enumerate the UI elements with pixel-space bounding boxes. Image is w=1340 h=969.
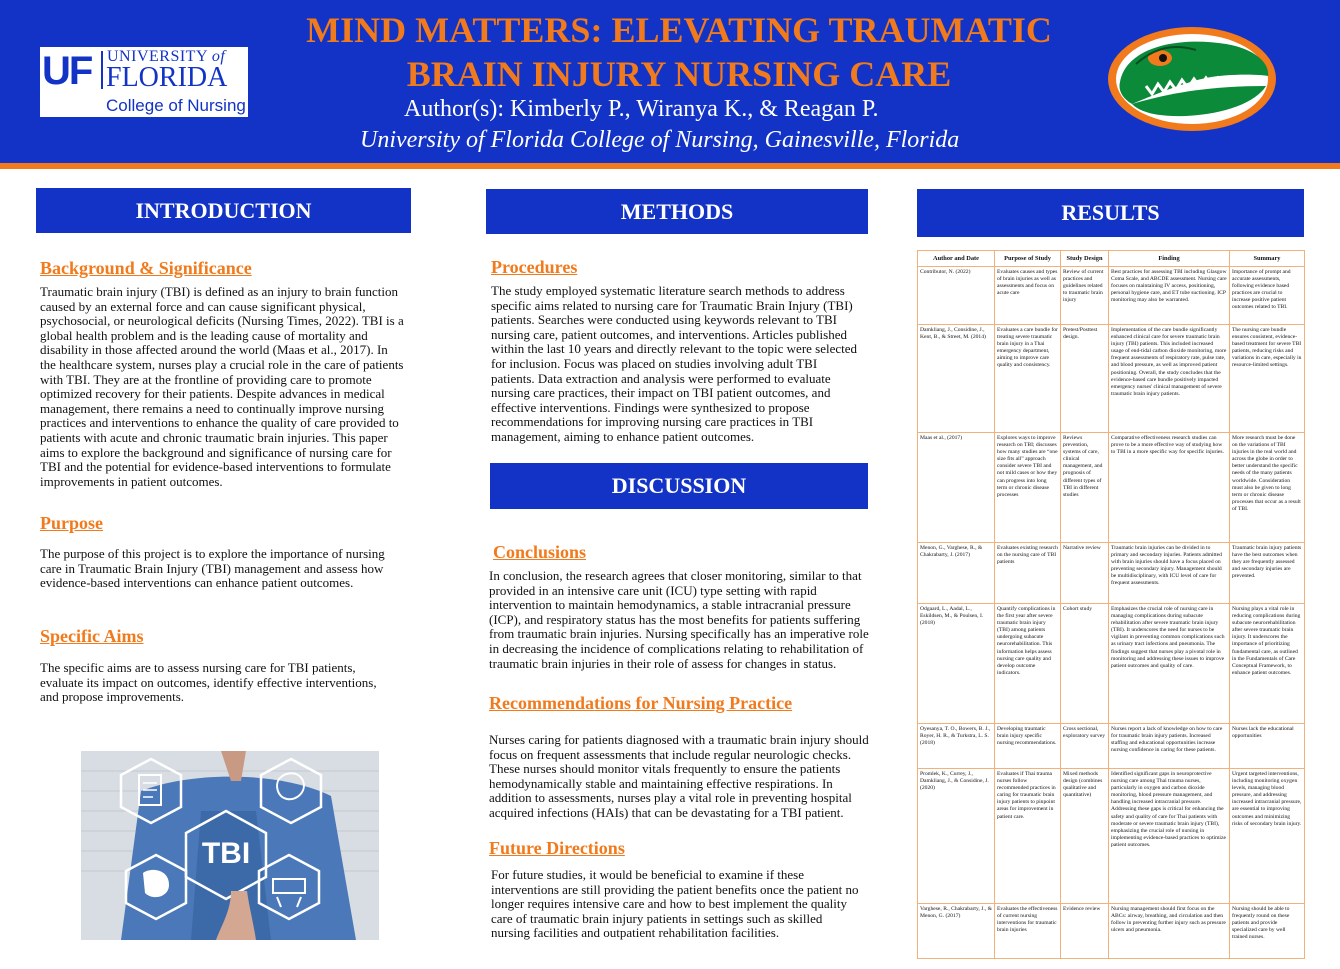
table-cell: Comparative effectiveness research studies can prove to be a more effective way of studying how to TBI in a more specific way for specific injuries. (1109, 433, 1230, 543)
table-cell: Evidence review (1061, 904, 1109, 959)
column-header: Summary (1230, 251, 1305, 267)
table-cell: Traumatic brain injury patients have the best outcomes when they are frequently assessed and secondary injuries are prevented. (1230, 543, 1305, 604)
table-cell: Reviews prevention, systems of care, clinical management, and prognosis of different types of TBI in different studies (1061, 433, 1109, 543)
tbi-image-label: TBI (201, 837, 251, 870)
discussion-heading: DISCUSSION (490, 463, 868, 509)
purpose-heading: Purpose (40, 513, 103, 533)
future-directions-text: For future studies, it would be beneficial to examine if these interventions are still providing the patient benefits once the patient no longer requires intensive care and how to best implement the quality care of traumatic brain injury patients in settings such as skilled nursing facilities and outpatient rehabilitation facilities. (491, 867, 859, 941)
table-cell: Contributor, N. (2022) (918, 267, 995, 325)
table-cell: Evaluates the effectiveness of current nursing interventions for traumatic brain injuries (995, 904, 1061, 959)
table-cell: Nursing should be able to frequently round on these patients and provide specialized care by well trained nurses. (1230, 904, 1305, 959)
table-row (918, 769, 1305, 904)
background-text: Traumatic brain injury (TBI) is defined as an injury to brain function caused by an external force and can cause significant physical, psychosocial, or neurological deficits (Nursing Times, 2022). TBI is a global health problem and is the leading cause of mortality and disability in those affected around the world (Maas et al., 2017). In the healthcare system, nurses play a crucial role in the care of patients with TBI. They are at the frontline of providing care to promote optimized recovery for their patients. Despite advances in medical management, there remains a need to continually improve nursing practices and interventions to enhance the quality of care provided to patients with acute and chronic traumatic brain injuries. This paper aims to explore the background and significance of nursing care for TBI and the potential for evidence-based interventions to formulate improvements in patient outcomes. (40, 284, 404, 489)
specific-aims-text: The specific aims are to assess nursing care for TBI patients, evaluate its impact on outcomes, identify effective interventions, and propose improvements. (40, 660, 377, 705)
table-cell: Review of current practices and guidelines related to traumatic brain injury (1061, 267, 1109, 325)
table-cell: Developing traumatic brain injury specific nursing recommendations. (995, 724, 1061, 769)
table-cell: Menon, G., Varghese, R., & Chakrabarty, J. (2017) (918, 543, 995, 604)
table-cell: Nurses report a lack of knowledge on how to care for traumatic brain injury patients. Increased staffing and educational opportunities increase nursing confidence in caring for these patients. (1109, 724, 1230, 769)
recommendations-heading: Recommendations for Nursing Practice (489, 693, 793, 713)
table-cell: Traumatic brain injuries can be divided in to primary and secondary injuries. Patients admitted with brain injuries should have a focus placed on preventing secondary injury. Management should be multidisciplinary, with ICU level of care for frequent assessments. (1109, 543, 1230, 604)
background-heading: Background & Significance (40, 258, 252, 278)
table-cell: Damkliang, J., Considine, J., Kent, B., & Street, M. (2014) (918, 325, 995, 433)
column-header: Finding (1109, 251, 1230, 267)
logo-university-text: UNIVERSITY of (107, 48, 226, 65)
table-cell: Best practices for assessing TBI including Glasgow Coma Scale, and ABCDE assessment. Nursing care focuses on maintaining IV access, positioning, personal hygiene care, and ET tube suctioning. ICP monitoring may also be warranted. (1109, 267, 1230, 325)
procedures-heading: Procedures (491, 257, 578, 277)
poster-header (0, 0, 1340, 163)
table-cell: Nursing plays a vital role in reducing complications during subacute neurorehabilitation after severe traumatic brain injury. It underscores the importance of prioritizing fundamental care, as outlined in the Fundamentals of Care Conceptual Framework, to enhance patient outcomes. (1230, 604, 1305, 724)
table-row (918, 543, 1305, 604)
table-cell: Oyesanya, T. O., Bowers, B. J., Royer, H. R., & Turkstra, L. S. (2018) (918, 724, 995, 769)
table-cell: Maas et al., (2017) (918, 433, 995, 543)
table-cell: Cross sectional, exploratory survey (1061, 724, 1109, 769)
table-cell: Emphasizes the crucial role of nursing care in managing complications during subacute rehabilitation after severe traumatic brain injury (TBI). It underscores the need for nurses to be vigilant in preventing common complications such as urinary tract infections and pneumonia. The findings suggest that nurses play a pivotal role in monitoring and addressing these issues to improve patient outcomes and quality of care. (1109, 604, 1230, 724)
table-cell: Odgaard, L., Aadal, L., Eskildsen, M., & Poulsen, I. (2018) (918, 604, 995, 724)
procedures-text: The study employed systematic literature search methods to address specific aims related to nursing care for Traumatic Brain Injury (TBI) patients. Searches were conducted using keywords relevant to TBI nursing care, patient outcomes, and interventions. Articles published within the last 10 years and directly relevant to the topic were selected for inclusion. Focus was placed on studies involving adult TBI patients. Data extraction and analysis were performed to evaluate nursing care practices, their impact on TBI patient outcomes, and effective interventions. Findings were synthesized to propose recommendations for improving nursing care practices in TBI management, aiming to enhance patient outcomes. (491, 283, 858, 444)
introduction-heading: INTRODUCTION (36, 188, 411, 233)
table-cell: Identified significant gaps in neuroprotective nursing care among Thai trauma nurses, particularly in oxygen and carbon dioxide monitoring, blood pressure management, and handling increased intracranial pressure. Addressing these gaps is critical for enhancing the safety and quality of care for Thai patients with moderate or severe traumatic brain injury (TBI), emphasizing the crucial role of nursing in implementing evidence-based practices to optimize patient outcomes. (1109, 769, 1230, 904)
column-header: Purpose of Study (995, 251, 1061, 267)
table-cell: Promlek, K., Currey, J., Damkliang, J., & Considine, J. (2020) (918, 769, 995, 904)
tbi-photo (81, 751, 379, 940)
table-cell: Evaluates causes and types of brain injuries as well as assessments and focus on acute care (995, 267, 1061, 325)
table-cell: Narrative review (1061, 543, 1109, 604)
purpose-text: The purpose of this project is to explore the importance of nursing care in Traumatic Brain Injury (TBI) management and assess how evidence-based interventions can enhance patient outcomes. (40, 546, 385, 591)
table-cell: Explores ways to improve research on TBI; discusses how many studies are “one size fits all” approach consider severe TBI and not mild cases or how they can progress into long term or chronic disease processes (995, 433, 1061, 543)
table-cell: Nursing management should first focus on the ABCs: airway, breathing, and circulation and then follow in preventing further injury such as pressure ulcers and pneumonia. (1109, 904, 1230, 959)
uf-college-of-nursing-logo (40, 47, 248, 117)
table-row (918, 724, 1305, 769)
logo-florida-text: FLORIDA (106, 62, 228, 93)
results-table (917, 250, 1305, 959)
table-cell: Evaluates a care bundle for treating severe traumatic brain injury in a Thai emergency department, aiming to improve care quality and consistency. (995, 325, 1061, 433)
table-row (918, 325, 1305, 433)
column-header: Study Design (1061, 251, 1109, 267)
poster-title: MIND MATTERS: ELEVATING TRAUMATIC BRAIN INJURY NURSING CARE (306, 10, 1052, 94)
column-header: Author and Date (918, 251, 995, 267)
methods-heading: METHODS (486, 189, 868, 234)
results-header-row (918, 251, 1305, 267)
logo-college-text: College of Nursing (106, 96, 246, 115)
table-row (918, 433, 1305, 543)
table-cell: The nursing care bundle ensures consistent, evidence-based treatment for severe TBI patients, reducing risks and variations in care, especially in resource-limited settings. (1230, 325, 1305, 433)
table-row (918, 267, 1305, 325)
table-cell: Quantify complications in the first year after severe traumatic brain injury (TBI) among patients undergoing subacute neurorehabilitation. This information helps assess nursing care quality and develop outcome indicators. (995, 604, 1061, 724)
conclusions-heading: Conclusions (493, 542, 587, 562)
gator-logo-icon (1106, 24, 1278, 134)
future-directions-heading: Future Directions (489, 838, 625, 858)
conclusions-text: In conclusion, the research agrees that closer monitoring, similar to that provided in an intensive care unit (ICU) type setting with rapid intervention to maintain hemodynamics, a stable intracranial pressure (ICP), and respiratory status has the most benefits for patients suffering from traumatic brain injuries. Nursing specifically has an imperative role in decreasing the incidence of complications relating to rehabilitation of traumatic brain injuries in their role of assess for changes in status. (489, 568, 869, 671)
table-cell: Nurses lack the educational opportunities (1230, 724, 1305, 769)
recommendations-text: Nurses caring for patients diagnosed with a traumatic brain injury should focus on frequent assessments that include regular neurologic checks. These nurses should monitor vitals frequently to ensure the patients hemodynamically stable and maintaining effective respirations. In addition to assessments, nurses play a vital role in preventing hospital acquired infections (HAIs) that can be devastating for a TBI patient. (489, 732, 869, 820)
header-orange-stripe (0, 163, 1340, 169)
poster-affiliation: University of Florida College of Nursing, Gainesville, Florida (360, 127, 960, 153)
table-cell: Evaluates if Thai trauma nurses follow recommended practices in caring for traumatic brain injury patients to pinpoint areas for improvement in patient care. (995, 769, 1061, 904)
table-cell: Mixed methods design (combines qualitative and quantitative) (1061, 769, 1109, 904)
results-heading: RESULTS (917, 189, 1304, 237)
table-cell: Varghese, R., Chakrabarty, J., & Menon, G. (2017) (918, 904, 995, 959)
specific-aims-heading: Specific Aims (40, 626, 144, 646)
table-row (918, 904, 1305, 959)
table-cell: More research must be done on the variations of TBI injuries in the real world and across the globe in order to better understand the specific needs of the many patients worldwide. Consideration must also be given to long term or chronic disease processes that occur as a result of TBI. (1230, 433, 1305, 543)
table-cell: Importance of prompt and accurate assessments, following evidence based practices are crucial to increase positive patient outcomes related to TBI. (1230, 267, 1305, 325)
table-row (918, 604, 1305, 724)
uf-logo-mark: UF (42, 49, 92, 93)
table-cell: Implementation of the care bundle significantly enhanced clinical care for severe traumatic brain injury (TBI) patients. This included increased usage of end-tidal carbon dioxide monitoring, more frequent assessments of respiratory rate, pulse rate, and blood pressure, as well as improved patient positioning. Overall, the study concludes that the evidence-based care bundle positively impacted emergency nurses' clinical management of severe traumatic brain injury patients. (1109, 325, 1230, 433)
table-cell: Cohort study (1061, 604, 1109, 724)
table-cell: Urgent targeted interventions, including monitoring oxygen levels, managing blood pressure, and addressing increased intracranial pressure, are essential to improving outcomes and minimizing risks of secondary brain injury. (1230, 769, 1305, 904)
logo-separator (101, 51, 103, 89)
table-cell: Evaluates existing research on the nursing care of TBI patients (995, 543, 1061, 604)
table-cell: Pretest/Posttest design. (1061, 325, 1109, 433)
poster-authors: Author(s): Kimberly P., Wiranya K., & Reagan P. (404, 96, 879, 122)
